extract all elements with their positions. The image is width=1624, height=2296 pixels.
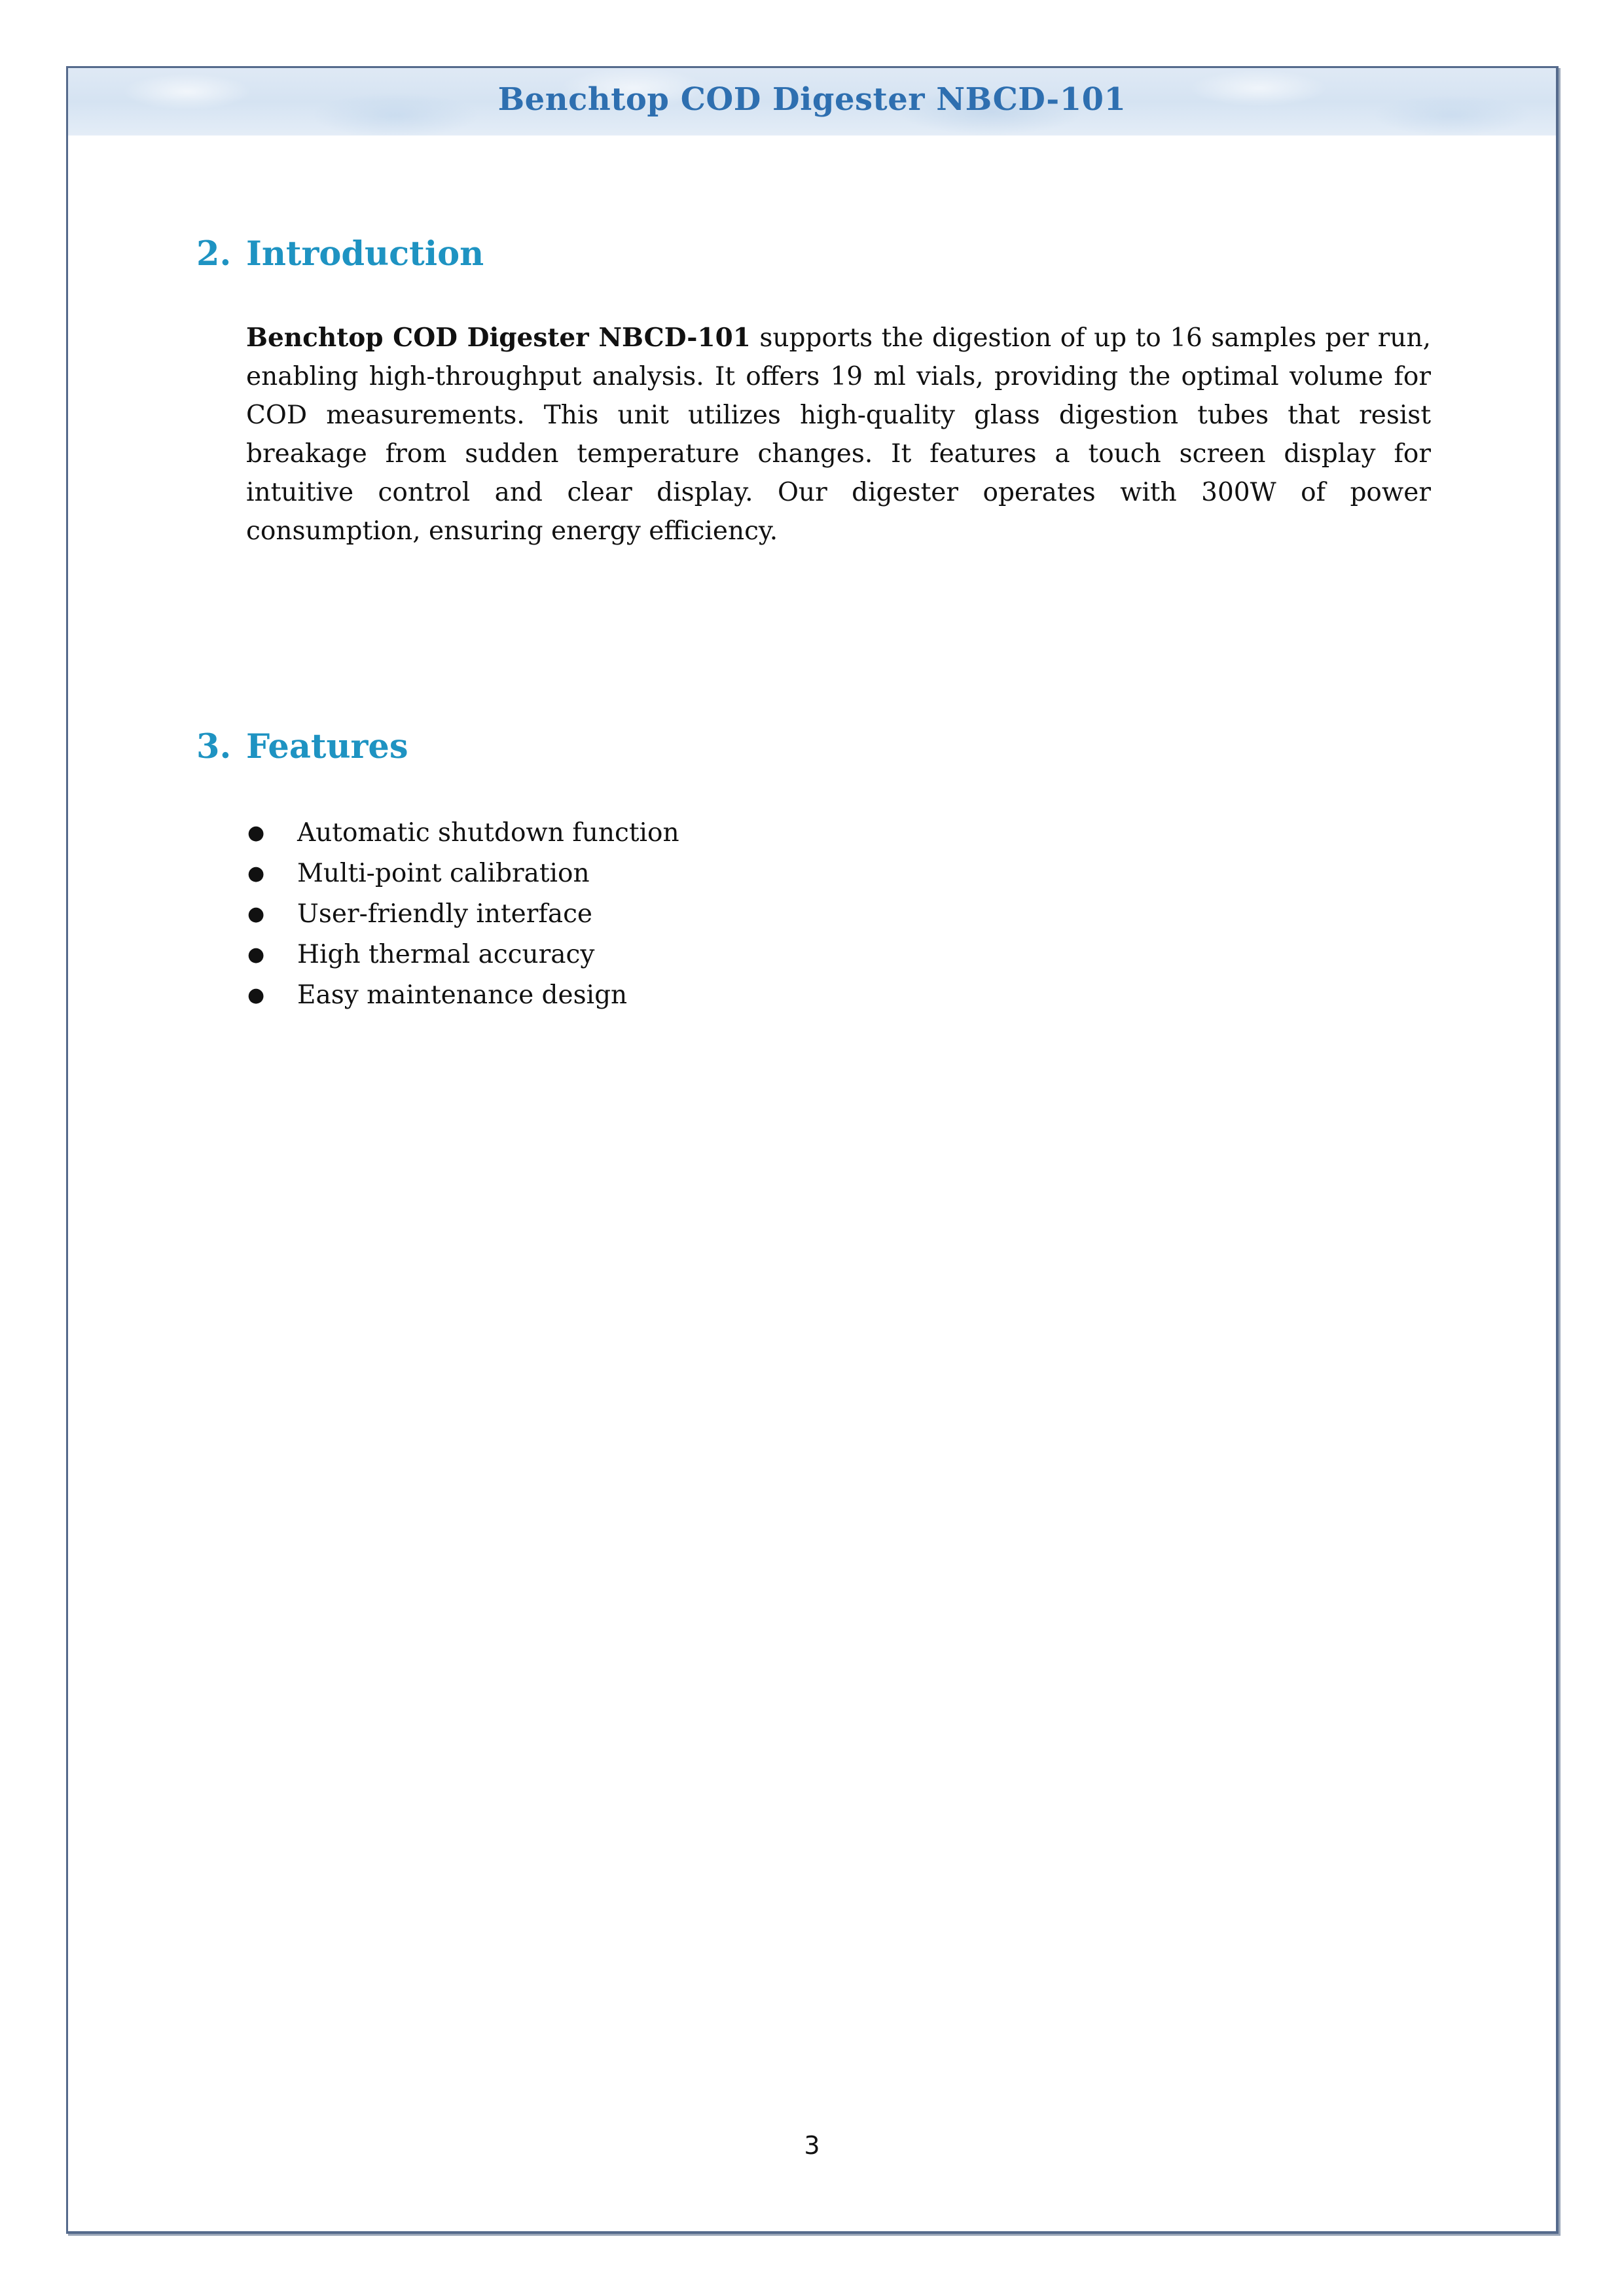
introduction-body: supports the digestion of up to 16 samples per run, enabling high-throughput analysis. It offers 19 ml vials, providing the optimal volume for COD measurements. This unit utilizes high-quality glass digestion tubes that resist breakage from sudden temperature changes. It features a touch screen display for intuitive control and clear display. Our digester operates with 300W of power consumption, ensuring energy efficiency. (246, 323, 1431, 546)
feature-list (246, 813, 679, 1016)
feature-item-text: Automatic shutdown function (297, 818, 679, 848)
feature-item (246, 894, 679, 935)
introduction-number: 2. (196, 234, 232, 274)
feature-item-text: User-friendly interface (297, 899, 592, 929)
feature-item (246, 975, 679, 1016)
feature-item-text: High thermal accuracy (297, 940, 595, 969)
page-number: 3 (804, 2131, 820, 2160)
features-heading-text: Features (246, 727, 408, 766)
introduction-heading-text: Introduction (246, 234, 484, 274)
header-title: Benchtop COD Digester NBCD-101 (497, 81, 1127, 118)
features-heading (196, 727, 408, 766)
bullet-icon: ● (247, 903, 265, 925)
bullet-icon: ● (247, 984, 265, 1007)
feature-item-text: Easy maintenance design (297, 980, 628, 1010)
bullet-icon: ● (247, 862, 265, 885)
feature-item-text: Multi-point calibration (297, 859, 590, 888)
product-name: Benchtop COD Digester NBCD-101 (246, 323, 751, 353)
header-band (68, 68, 1556, 135)
bullet-icon: ● (247, 821, 265, 844)
features-number: 3. (196, 727, 232, 766)
feature-item (246, 813, 679, 853)
introduction-heading (196, 234, 484, 274)
feature-item (246, 935, 679, 975)
introduction-paragraph (246, 319, 1431, 550)
feature-item (246, 853, 679, 894)
bullet-icon: ● (247, 943, 265, 966)
